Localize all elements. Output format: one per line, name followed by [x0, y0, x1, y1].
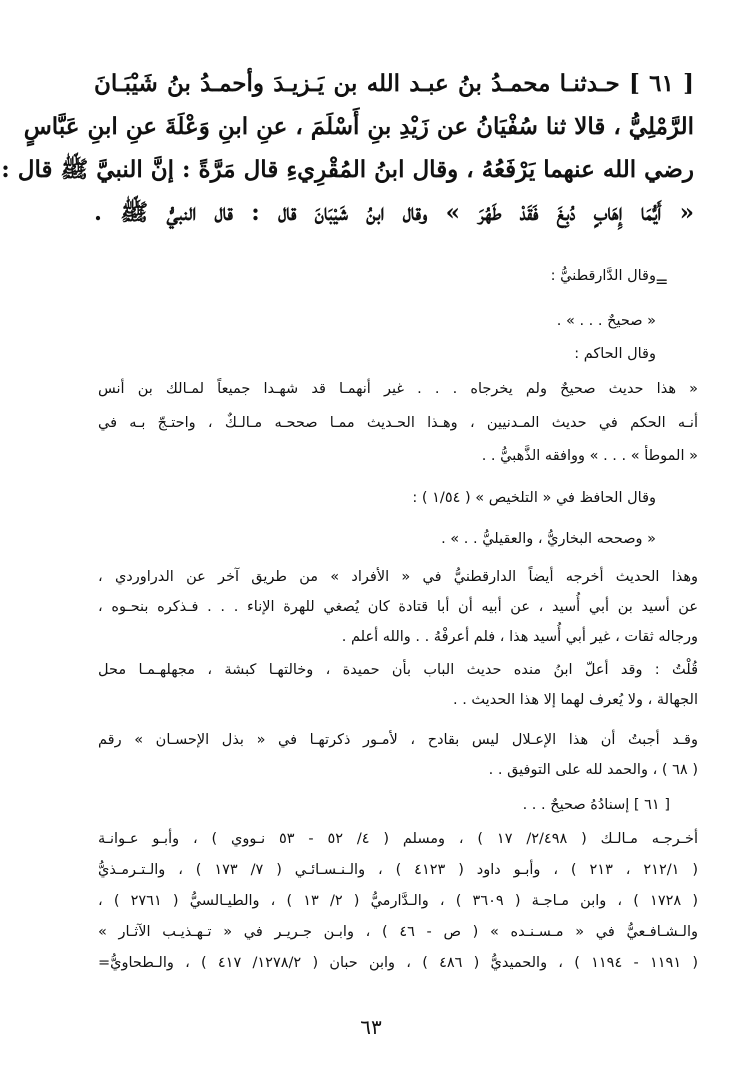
note-line: وقال الحاكم : — [574, 346, 656, 362]
note-line: ( ١١٩١ - ١١٩٤ ) ، والحميديُّ ( ٤٨٦ ) ، وابن حبان ( ١٢٧٨/٢/ ٤١٧ ) ، والـطحاويُّ= — [98, 955, 698, 971]
note-line: « هذا حديث صحيحٌ ولم يخرجاه . . . غير أنهمـا قد شهـدا جميعاً لمـالك بن أنس — [98, 381, 698, 397]
note-line: ( ١٧٢٨ ) ، وابن مـاجـة ( ٣٦٠٩ ) ، والـدَّارميُّ ( ٢/ ١٣ ) ، والطيـالسيُّ ( ٢٧٦١ ) ، — [98, 893, 698, 909]
footnote-continuation-mark: = — [655, 272, 669, 291]
hadith-text — [1, 62, 695, 234]
note-line: « وصححه البخاريُّ ، والعقيليُّ . . » . — [441, 531, 656, 547]
note-line: وقال الدَّارقطنيُّ : — [550, 268, 656, 284]
note-line: ورجاله ثقات ، غير أبي أُسيد هذا ، فلم أعرفْهُ . . والله أعلم . — [341, 629, 698, 645]
note-line: وقال الحافظ في « التلخيص » ( ١/٥٤ ) : — [412, 490, 656, 506]
hadith-line-4: « أَيُّمَا إِهَابٍ دُبِغَ فَقَدْ طَهُرَ » وقال ابنُ شَيْبَانَ قال : قال النبيُّ ﷺ . — [94, 199, 694, 226]
note-line: قُلْتُ : وقد أعلّ ابنُ منده حديث الباب بأن حميدة ، وخالتهـا كبشة ، مجهلهـمـا محل — [98, 662, 698, 678]
note-line: أخـرجـه مـالـك ( ٢/٤٩٨/ ١٧ ) ، ومسلم ( ٤/ ٥٢ - ٥٣ نـووي ) ، وأبـو عـوانـة — [98, 831, 699, 847]
page-number: ٦٣ — [360, 1015, 382, 1039]
note-line: وقـد أجبتُ أن هذا الإعـلال ليس بقادح ، لأمـور ذكرتهـا في « بذل الإحسـان » رقم — [98, 732, 698, 748]
hadith-line-1: [ ٦١ ] حـدثنـا محمـدُ بنُ عبـد الله بن يَـزيـدَ وأحمـدُ بنُ شَيْبَـانَ — [94, 70, 695, 97]
note-line: وهذا الحديث أخرجه أيضاً الدارقطنيُّ في « الأفراد » من طريق آخر عن الدراوردي ، — [98, 569, 698, 585]
note-line: أنـه الحكم في حديث المـدنيين ، وهـذا الحـديث ممـا صححـه مـالـكٌ ، واحتـجّ بـه في — [98, 415, 698, 431]
note-line: « الموطأ » . . . » ووافقه الذَّهبيُّ . . — [481, 448, 698, 464]
hadith-line-3: رضي الله عنهما يَرْفَعُهُ ، وقال ابنُ المُقْرِيءِ قال مَرَّةً : إنَّ النبيَّ ﷺ قال : — [1, 156, 694, 183]
note-line: والـشـافـعيُّ في « مـسـنـده » ( ص - ٤٦ ) ، وابـن جـريـر في « تـهـذيـب الآثـار » — [98, 924, 699, 940]
hadith-line-2: الرَّمْلِيُّ ، قالا ثنا سُفْيَانُ عن زَيْدِ بنِ أَسْلَمَ ، عنِ ابنِ وَعْلَةَ عنِ ابنِ عَبَّاسٍ — [23, 113, 694, 140]
note-line: « صحيحٌ . . . » . — [556, 313, 656, 329]
note-line: ( ٢١٢/١ ، ٢١٣ ) ، وأبـو داود ( ٤١٢٣ ) ، والـنـسـائـي ( ٧/ ١٧٣ ) ، والـتـرمـذيُّ — [98, 862, 698, 878]
note-line: [ ٦١ ] إسنادُهُ صحيحٌ . . . — [522, 797, 670, 813]
note-line: عن أسيد بن أبي أُسيد ، عن أبيه أن أبا قتادة كان يُصغي للهرة الإناء . . . فـذكره بنحـوه ، — [98, 599, 698, 615]
note-line: الجهالة ، ولا يُعرف لهما إلا هذا الحديث . . — [453, 692, 698, 708]
note-line: ( ٦٨ ) ، والحمد لله على التوفيق . . — [488, 762, 698, 778]
